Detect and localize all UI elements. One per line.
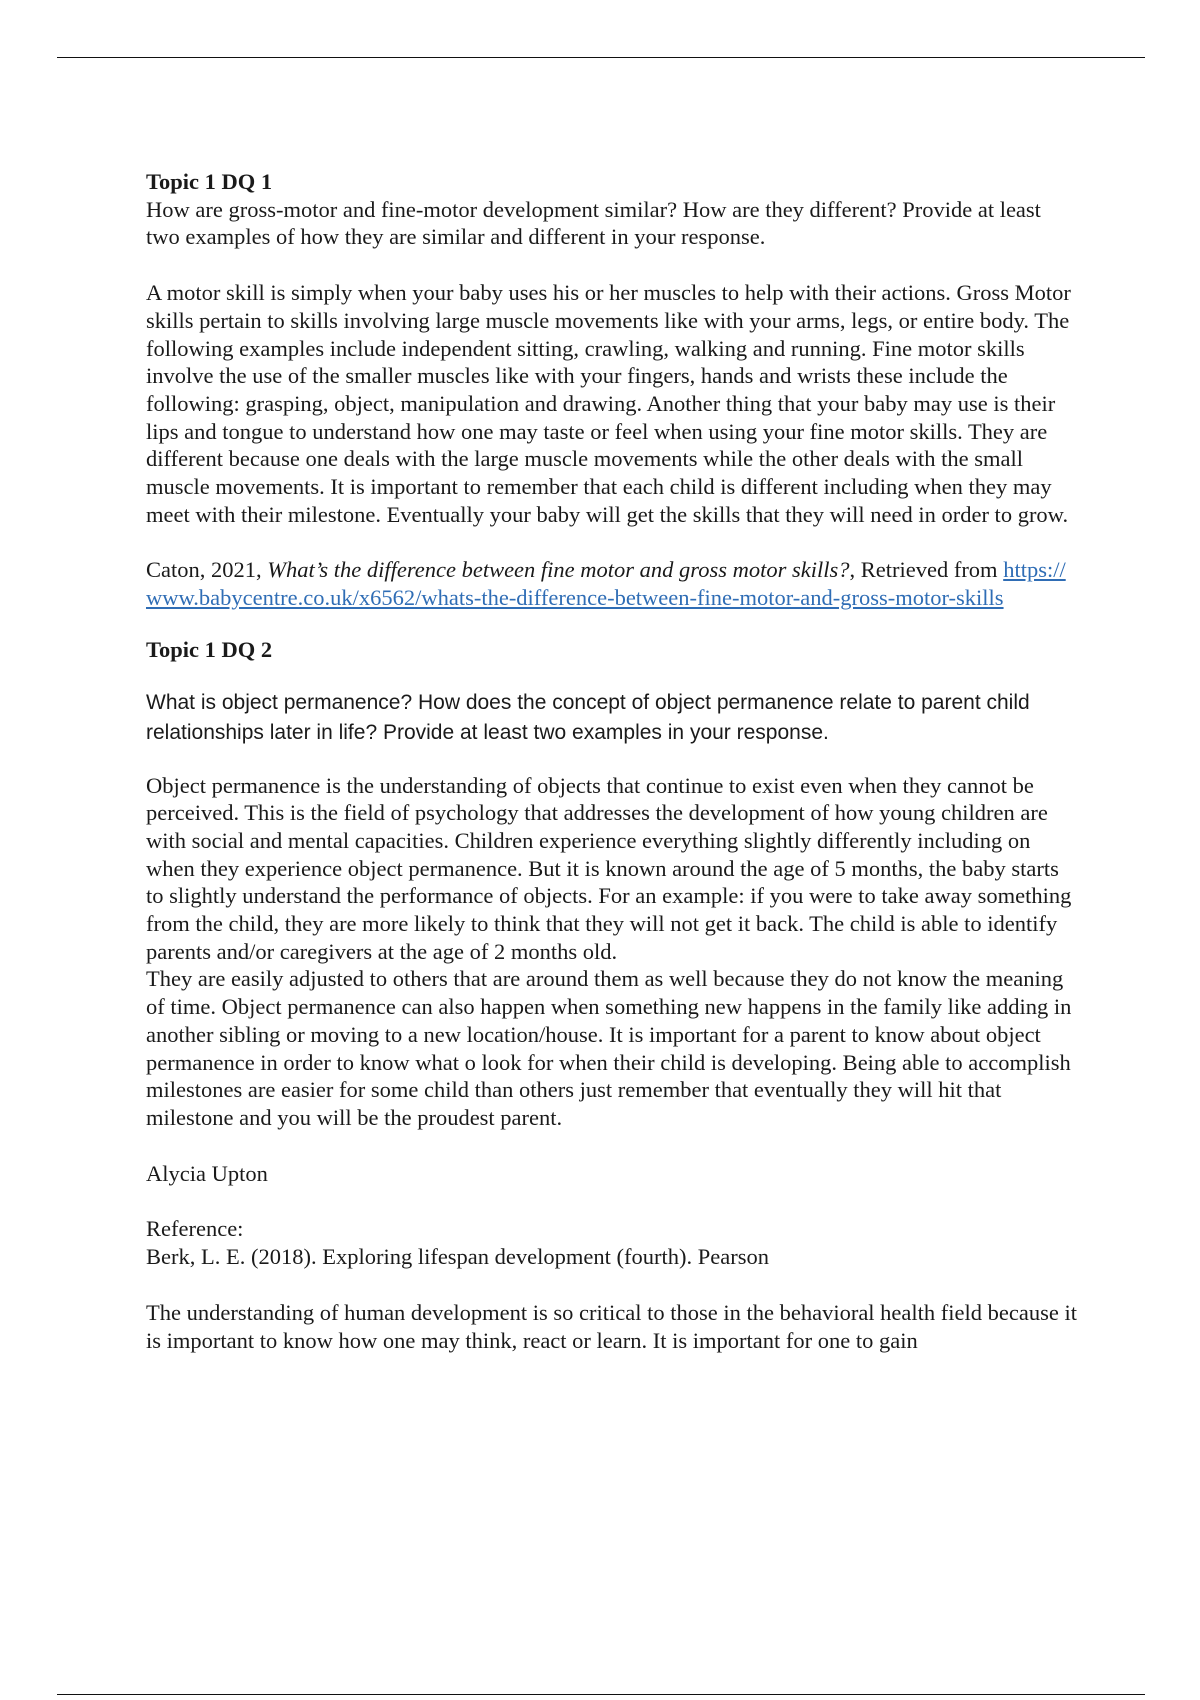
footer-rule — [57, 1694, 1145, 1695]
dq1-citation — [146, 556, 1080, 611]
dq2-question: What is object permanence? How does the concept of object permanence relate to parent child relationships later in life? Provide at least two examples in your response. — [146, 690, 1030, 744]
author-name: Alycia Upton — [146, 1160, 268, 1186]
citation-link[interactable]: https://www.babycentre.co.uk/x6562/whats-the-difference-between-fine-motor-and-gross-motor-skills — [146, 557, 1066, 611]
reference-label: Reference: — [146, 1216, 244, 1242]
document-body — [146, 168, 1080, 1354]
header-rule — [57, 57, 1145, 58]
dq1-heading: Topic 1 DQ 1 — [146, 169, 273, 194]
dq2-heading: Topic 1 DQ 2 — [146, 636, 273, 662]
citation-title: What’s the difference between fine motor and gross motor skills? — [267, 557, 850, 583]
dq1-question: How are gross-motor and fine-motor development similar? How are they different? Provide at least two examples of how they are similar and different in your response. — [146, 196, 1041, 250]
reference-entry: Berk, L. E. (2018). Exploring lifespan development (fourth). Pearson — [146, 1244, 769, 1270]
dq2-answer-paragraph-2: They are easily adjusted to others that are around them as well because they do not know the meaning of time. Object permanence can also happen when something new happens in the family like adding in another sibling or moving to a new location/house. It is important for a parent to know about object permanence in order to know what o look for when their child is developing. Being able to accomplish milestones are easier for some child than others just remember that eventually they will hit that milestone and you will be the proudest parent. — [146, 966, 1072, 1130]
dq1-answer: A motor skill is simply when your baby uses his or her muscles to help with their actions. Gross Motor skills pertain to skills involving large muscle movements like with your arms, legs, or entire body. The following examples include independent sitting, crawling, walking and running. Fine motor skills involve the use of the smaller muscles like with your fingers, hands and wrists these include the following: grasping, object, manipulation and drawing. Another thing that your baby may use is their lips and tongue to understand how one may taste or feel when using your fine motor skills. They are different because one deals with the large muscle movements while the other deals with the small muscle movements. It is important to remember that each child is different including when they may meet with their milestone. Eventually your baby will get the skills that they will need in order to grow. — [146, 280, 1071, 527]
citation-suffix: , Retrieved from — [849, 557, 998, 583]
citation-prefix: Caton, 2021, — [146, 557, 268, 583]
dq2-answer-paragraph-1: Object permanence is the understanding of objects that continue to exist even when they cannot be perceived. This is the field of psychology that addresses the development of how young children are with social and mental capacities. Children experience everything slightly differently including on when they experience object permanence. But it is known around the age of 5 months, the baby starts to slightly understand the performance of objects. For an example: if you were to take away something from the child, they are more likely to think that they will not get it back. The child is able to identify parents and/or caregivers at the age of 2 months old. — [146, 772, 1072, 964]
closing-paragraph: The understanding of human development is so critical to those in the behavioral health field because it is important to know how one may think, react or learn. It is important for one to gain — [146, 1299, 1077, 1353]
